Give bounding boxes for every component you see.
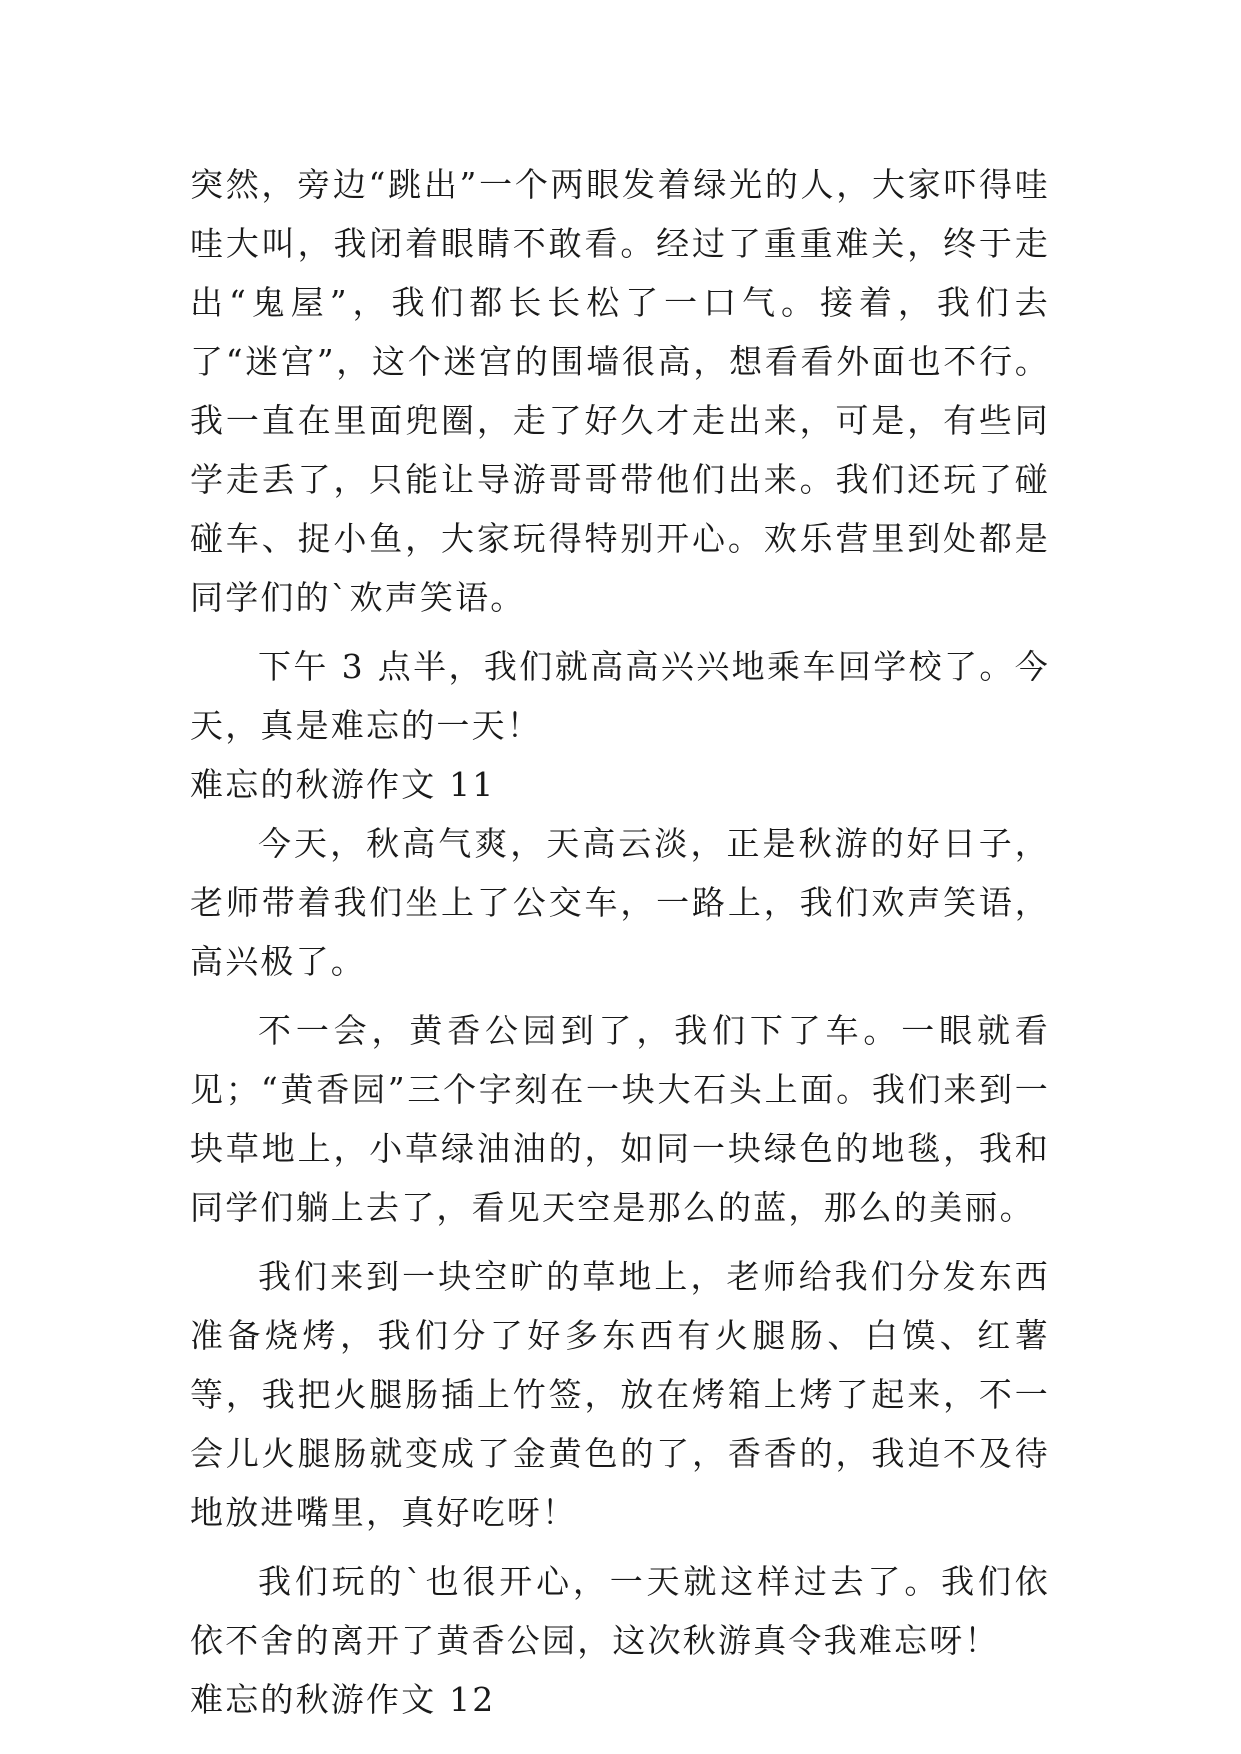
paragraph: 我们玩的`也很开心，一天就这样过去了。我们依依不舍的离开了黄香公园，这次秋游真令我难忘呀！ (190, 1562, 1050, 1660)
paragraph: 不一会，黄香公园到了，我们下了车。一眼就看见；“黄香园”三个字刻在一块大石头上面。我们来到一块草地上，小草绿油油的，如同一块绿色的地毯，我和同学们躺上去了，看见天空是那么的蓝，那么的美丽。 (190, 1011, 1050, 1227)
paragraph: 今天，秋高气爽，天高云淡，正是秋游的好日子，老师带着我们坐上了公交车，一路上，我们欢声笑语，高兴极了。 (190, 824, 1050, 981)
essay-title: 难忘的秋游作文 12 (190, 1680, 496, 1719)
document-body (190, 155, 1050, 1729)
paragraph: 突然，旁边“跳出”一个两眼发着绿光的人，大家吓得哇哇大叫，我闭着眼睛不敢看。经过了重重难关，终于走出“鬼屋”，我们都长长松了一口气。接着，我们去了“迷宫”，这个迷宫的围墙很高，想看看外面也不行。我一直在里面兜圈，走了好久才走出来，可是，有些同学走丢了，只能让导游哥哥带他们出来。我们还玩了碰碰车、捉小鱼，大家玩得特别开心。欢乐营里到处都是同学们的`欢声笑语。 (190, 165, 1050, 617)
essay-title: 难忘的秋游作文 11 (190, 765, 496, 804)
paragraph: 我们来到一块空旷的草地上，老师给我们分发东西准备烧烤，我们分了好多东西有火腿肠、白馍、红薯等，我把火腿肠插上竹签，放在烤箱上烤了起来，不一会儿火腿肠就变成了金黄色的了，香香的，我迫不及待地放进嘴里，真好吃呀！ (190, 1257, 1050, 1532)
paragraph: 下午 3 点半，我们就高高兴兴地乘车回学校了。今天，真是难忘的一天！ (190, 647, 1050, 745)
